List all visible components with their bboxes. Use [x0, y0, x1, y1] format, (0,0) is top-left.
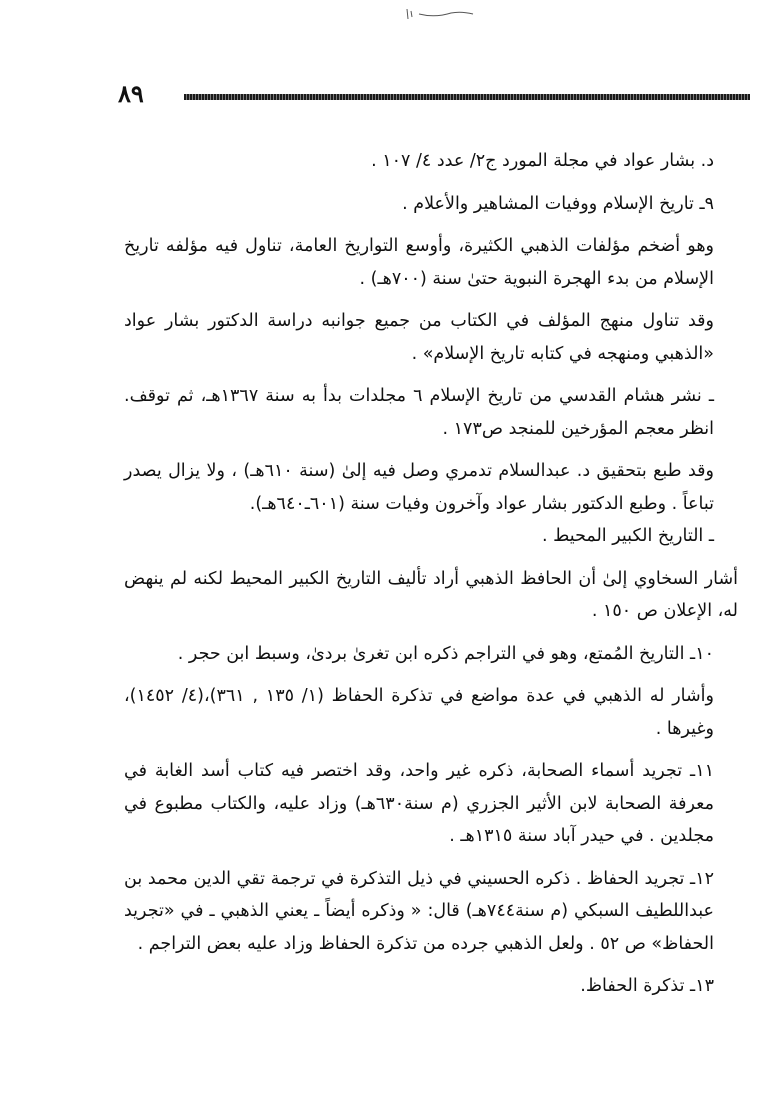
book-title-9: ٩ـ تاريخ الإسلام ووفيات المشاهير والأعلام .	[402, 193, 714, 214]
page-number: ٨٩	[118, 79, 144, 108]
book-title-kabir: ـ التاريخ الكبير المحيط .	[542, 526, 714, 546]
page-body	[124, 145, 738, 1003]
header-rule	[184, 94, 750, 100]
paragraph-sakhawi: أشار السخاوي إلىٰ أن الحافظ الذهبي أراد تأليف التاريخ الكبير المحيط لكنه لم ينهض له، الإعلان ص ١٥٠ .	[124, 568, 738, 621]
citation-line: د. بشار عواد في مجلة المورد ج٢/ عدد ٤/ ١٠٧ .	[371, 151, 714, 171]
book-title-10: ١٠ـ التاريخ المُمتع، وهو في التراجم ذكره ابن تغرىٰ بردىٰ، وسبط ابن حجر .	[177, 643, 714, 664]
paragraph-edition-tadmuri: وقد طبع بتحقيق د. عبدالسلام تدمري وصل فيه إلىٰ (سنة ٦١٠هـ) ، ولا يزال يصدر تباعاً . وطبع الدكتور بشار عواد وآخرون وفيات سنة (٦٠١ـ٦٤٠هـ).	[124, 461, 714, 514]
paragraph-study: وقد تناول منهج المؤلف في الكتاب من جميع جوانبه دراسة الدكتور بشار عواد «الذهبي ومنهجه في كتابه تاريخ الإسلام» .	[124, 311, 714, 364]
book-title-13: ١٣ـ تذكرة الحفاظ.	[580, 976, 714, 996]
book-title-11: ١١ـ تجريد أسماء الصحابة، ذكره غير واحد، وقد اختصر فيه كتاب أسد الغابة في معرفة الصحابة لابن الأثير الجزري (م سنة٦٣٠هـ) وزاد عليه، والكتاب مطبوع في مجلدين . في حيدر آباد سنة ١٣١٥هـ .	[124, 761, 715, 846]
paragraph-edition-qudsi: ـ نشر هشام القدسي من تاريخ الإسلام ٦ مجلدات بدأ به سنة ١٣٦٧هـ، ثم توقف. انظر معجم المؤرخين للمنجد ص١٧٣ .	[124, 386, 714, 439]
paragraph-description: وهو أضخم مؤلفات الذهبي الكثيرة، وأوسع التواريخ العامة، تناول فيه مؤلفه تاريخ الإسلام من بدء الهجرة النبوية حتىٰ سنة (٧٠٠هـ) .	[124, 236, 714, 289]
paragraph-tadhkira-refs: وأشار له الذهبي في عدة مواضع في تذكرة الحفاظ (١/ ١٣٥ , ٣٦١)،(٤/ ١٤٥٢)، وغيرها .	[124, 686, 714, 739]
page-header	[0, 80, 763, 110]
handwritten-mark	[405, 4, 477, 24]
book-title-12: ١٢ـ تجريد الحفاظ . ذكره الحسيني في ذيل التذكرة في ترجمة تقي الدين محمد بن عبداللطيف السبكي (م سنة٧٤٤هـ) قال: « وذكره أيضاً ـ يعني الذهبي ـ في «تجريد الحفاظ» ص ٥٢ . ولعل الذهبي جرده من تذكرة الحفاظ وزاد عليه بعض التراجم .	[124, 868, 714, 954]
